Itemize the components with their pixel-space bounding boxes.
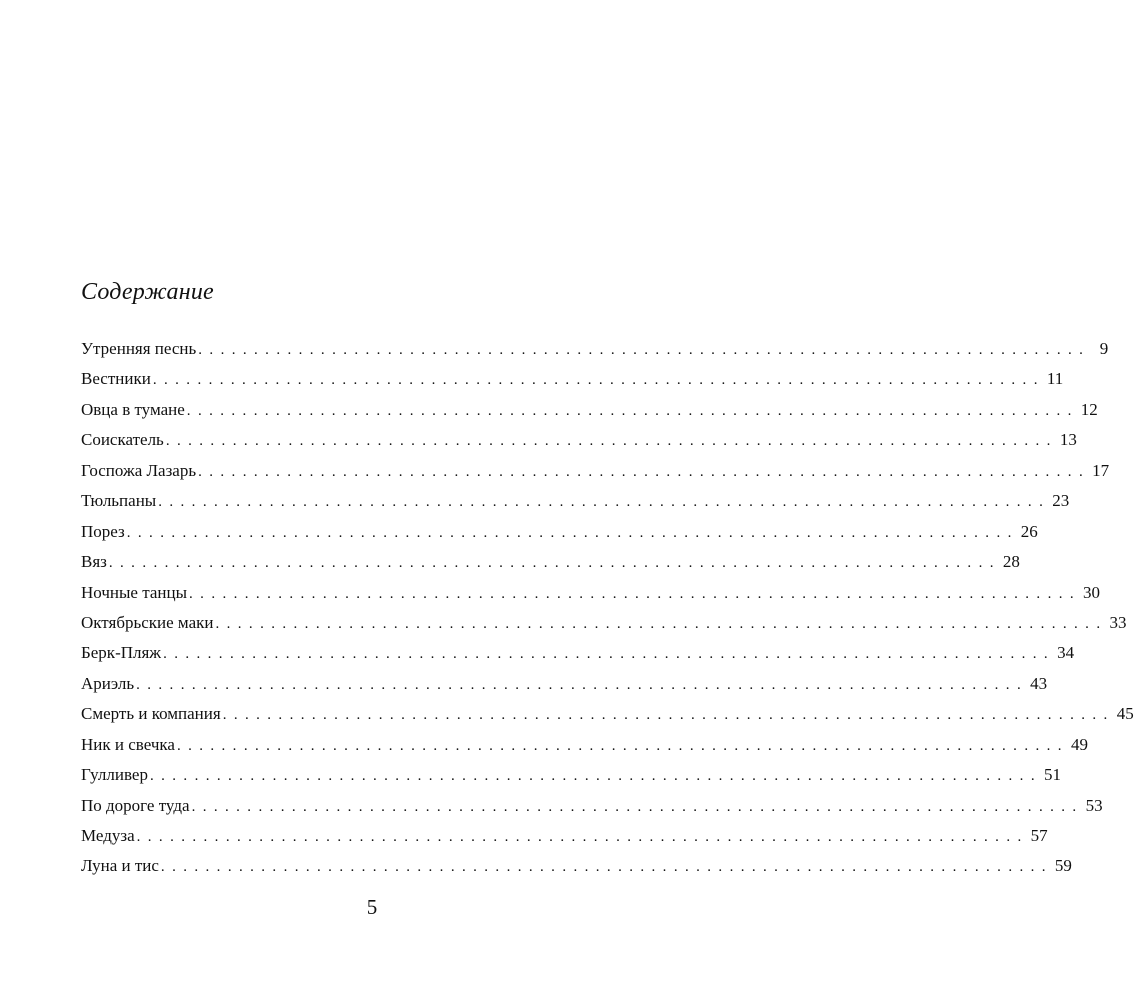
toc-entry-title: Тюльпаны [81, 491, 157, 511]
toc-entry [81, 395, 1098, 425]
dot-leader: ................................................................................ [198, 342, 1091, 358]
toc-entry-page: 9 [1099, 339, 1109, 358]
dot-leader: ................................................................................ [136, 676, 1029, 693]
dot-leader: ................................................................................ [160, 859, 1053, 876]
toc-entry-page: 12 [1080, 399, 1098, 419]
dot-leader: ................................................................................ [163, 646, 1056, 663]
toc-entry-page: 57 [1030, 826, 1048, 845]
toc-entry-title: Луна и тис [81, 856, 159, 876]
toc-entry [81, 669, 1048, 699]
toc-entry-page: 26 [1020, 521, 1038, 541]
dot-leader: ................................................................................ [136, 829, 1029, 845]
page-number: 5 [366, 895, 378, 919]
toc-entry [81, 425, 1077, 455]
toc-heading: Содержание [81, 279, 214, 305]
dot-leader: ................................................................................ [222, 707, 1115, 724]
dot-leader: ................................................................................ [186, 402, 1079, 419]
toc-entry [81, 608, 1127, 638]
toc-entry-title: Смерть и компания [81, 704, 221, 724]
toc-entry-page: 11 [1046, 369, 1064, 389]
toc-entry-page: 43 [1030, 673, 1048, 693]
dot-leader: ................................................................................ [165, 433, 1058, 450]
toc-entry-page: 17 [1092, 460, 1110, 480]
toc-entry-page: 23 [1052, 491, 1070, 511]
toc-entry [81, 638, 1075, 668]
dot-leader: ................................................................................ [215, 615, 1108, 632]
toc-entry [81, 699, 1134, 729]
dot-leader: ................................................................................ [126, 524, 1019, 541]
toc-entry-title: Овца в тумане [81, 399, 185, 419]
dot-leader: ................................................................................ [108, 555, 1001, 572]
toc-entry [81, 486, 1070, 516]
toc-entry-title: Берк-Пляж [81, 643, 162, 663]
toc-entry-page: 49 [1070, 734, 1088, 754]
toc-entry [81, 791, 1103, 821]
toc-entry [81, 760, 1061, 790]
toc-entry [81, 364, 1064, 394]
toc-entry [81, 547, 1020, 577]
toc-entry-title: Вестники [81, 369, 151, 389]
toc-entry-title: Гулливер [81, 765, 148, 785]
toc-entry-title: Ночные танцы [81, 582, 188, 602]
toc-entry [81, 517, 1038, 547]
toc-entry [81, 578, 1101, 608]
toc-entry-page: 30 [1083, 582, 1101, 602]
dot-leader: ................................................................................ [176, 737, 1069, 754]
toc-entry-title: Вяз [81, 552, 107, 572]
dot-leader: ................................................................................ [191, 798, 1084, 815]
toc-entry-page: 13 [1059, 430, 1077, 450]
toc-entry-title: Медуза [81, 826, 135, 845]
toc-entry-title: Октябрьские маки [81, 612, 214, 632]
toc-entry-title: Ариэль [81, 673, 135, 693]
toc-entry-page: 45 [1116, 704, 1134, 724]
toc-entry-title: Порез [81, 521, 125, 541]
toc-entry [81, 821, 1048, 851]
dot-leader: ................................................................................ [149, 768, 1042, 785]
toc-entry-page: 53 [1085, 795, 1103, 815]
toc-entry [81, 851, 1072, 881]
toc-entry-page: 34 [1057, 643, 1075, 663]
toc-entry-title: Госпожа Лазарь [81, 460, 197, 480]
toc-entry-title: Утренняя песнь [81, 339, 197, 358]
dot-leader: ................................................................................ [189, 585, 1082, 602]
toc-entry-title: Соискатель [81, 430, 164, 450]
toc-entry-title: Ник и свечка [81, 734, 175, 754]
dot-leader: ................................................................................ [198, 463, 1091, 480]
dot-leader: ................................................................................ [152, 372, 1045, 389]
toc-entry-page: 28 [1002, 552, 1020, 572]
toc-entry [81, 456, 1110, 486]
toc-list [81, 334, 1134, 882]
toc-entry [81, 334, 1109, 364]
toc-entry-page: 51 [1043, 765, 1061, 785]
toc-entry [81, 730, 1088, 760]
toc-entry-title: По дороге туда [81, 795, 190, 815]
dot-leader: ................................................................................ [158, 494, 1051, 511]
toc-entry-page: 33 [1109, 612, 1127, 632]
toc-entry-page: 59 [1054, 856, 1072, 876]
